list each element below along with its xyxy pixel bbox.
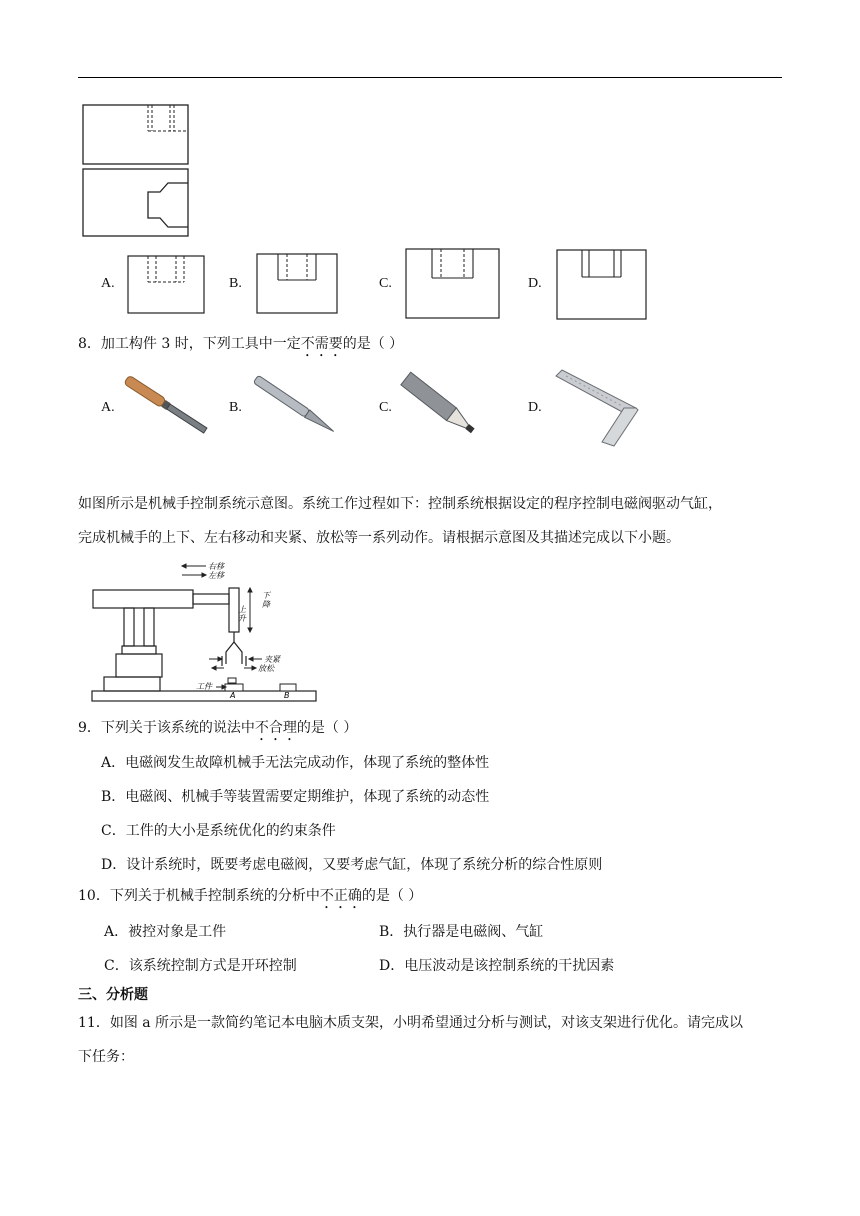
box-a-label: A — [230, 691, 236, 700]
q8-option-a-label: A. — [101, 400, 115, 415]
q11-line-1: 11．如图 a 所示是一款简约笔记本电脑木质支架，小明希望通过分析与测试，对该支架进行优化。请完成以 — [78, 1015, 744, 1031]
q8-stem: 8．加工构件 3 时，下列工具中一定不需要的是（ ） — [78, 336, 404, 352]
pencil-icon[interactable] — [405, 373, 483, 439]
chisel-icon[interactable] — [124, 376, 214, 434]
label-clamp: 夹紧 — [264, 655, 280, 664]
box-a — [225, 684, 243, 691]
intro-line-1: 如图所示是机械手控制系统示意图。系统工作过程如下：控制系统根据设定的程序控制电磁阀驱动气缸， — [78, 496, 722, 512]
q8-option-b-label: B. — [229, 400, 242, 415]
label-left-move: 左移 — [208, 571, 224, 580]
q7-option-b-label: B. — [229, 276, 242, 291]
q10-option-d[interactable]: D．电压波动是该控制系统的干扰因素 — [379, 958, 615, 974]
q7-option-c-label: C. — [379, 276, 392, 291]
q7-option-a-label: A. — [101, 276, 115, 291]
label-right-move: 右移 — [208, 562, 224, 571]
scriber-icon[interactable] — [253, 376, 338, 436]
q8-option-d-label: D. — [528, 400, 542, 415]
q7-option-d-label: D. — [528, 276, 542, 291]
q7-option-d-drawing — [556, 249, 648, 321]
q7-option-b-drawing — [256, 253, 338, 315]
q8-option-c-label: C. — [379, 400, 392, 415]
box-b — [280, 684, 296, 691]
label-release: 放松 — [258, 664, 274, 673]
header-rule — [78, 77, 782, 78]
top-view-drawing — [82, 104, 190, 166]
q11-line-2: 下任务： — [78, 1049, 134, 1065]
q9-option-c[interactable]: C．工件的大小是系统优化的约束条件 — [101, 823, 336, 839]
q7-option-a-drawing — [127, 255, 205, 315]
q7-option-c-drawing — [405, 248, 501, 320]
q9-option-b[interactable]: B．电磁阀、机械手等装置需要定期维护，体现了系统的动态性 — [101, 789, 490, 805]
q9-option-a[interactable]: A．电磁阀发生故障机械手无法完成动作，体现了系统的整体性 — [101, 755, 490, 771]
robot-arm-diagram — [86, 558, 326, 708]
q10-option-b[interactable]: B．执行器是电磁阀、气缸 — [379, 924, 544, 940]
q10-stem: 10．下列关于机械手控制系统的分析中不正确的是（ ） — [78, 888, 423, 904]
box-b-label: B — [284, 691, 290, 700]
section-heading: 三、分析题 — [78, 987, 148, 1003]
q9-stem: 9．下列关于该系统的说法中不合理的是（ ） — [78, 720, 358, 736]
q10-option-c[interactable]: C．该系统控制方式是开环控制 — [104, 958, 297, 974]
intro-line-2: 完成机械手的上下、左右移动和夹紧、放松等一系列动作。请根据示意图及其描述完成以下小题。 — [78, 530, 680, 546]
label-workpiece: 工件 — [196, 682, 212, 691]
front-view-drawing — [82, 168, 190, 238]
q10-option-a[interactable]: A．被控对象是工件 — [104, 924, 227, 940]
q9-option-d[interactable]: D．设计系统时，既要考虑电磁阀，又要考虑气缸，体现了系统分析的综合性原则 — [101, 857, 603, 873]
label-down: 下降 — [262, 591, 270, 609]
square-ruler-icon[interactable] — [552, 368, 638, 446]
label-up: 上升 — [238, 605, 246, 623]
